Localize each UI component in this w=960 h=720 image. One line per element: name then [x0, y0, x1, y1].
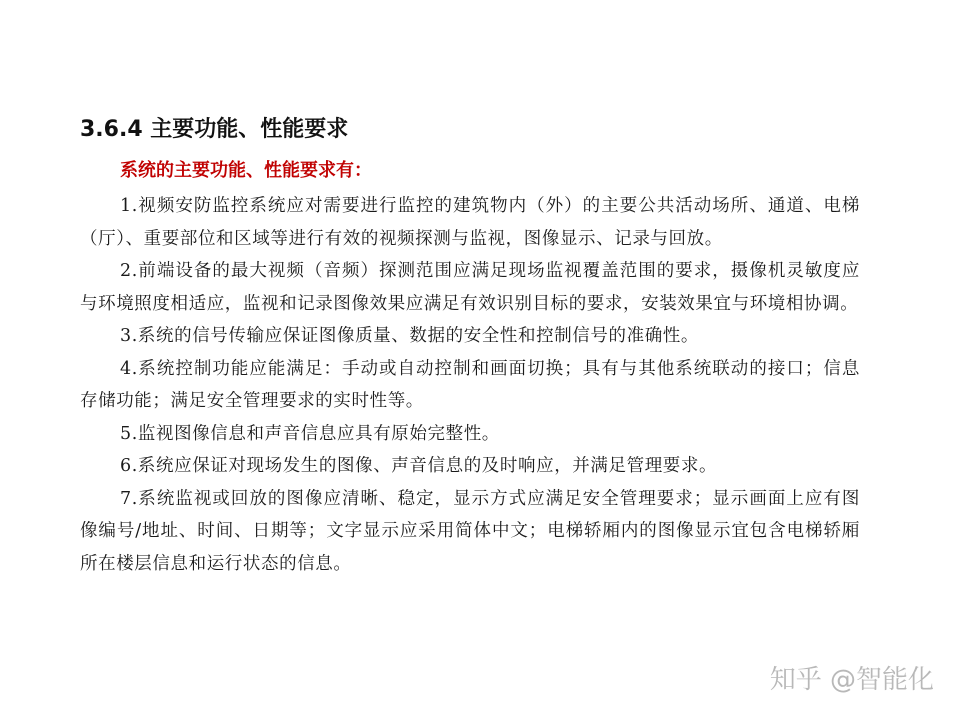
requirement-paragraph: 5.监视图像信息和声音信息应具有原始完整性。: [120, 423, 500, 444]
requirement-paragraph: 1.视频安防监控系统应对需要进行监控的建筑物内（外）的主要公共活动场所、通道、电梯（厅）、重要部位和区域等进行有效的视频探测与监视，图像显示、记录与回放。: [80, 196, 860, 249]
requirement-paragraph: 7.系统监视或回放的图像应清晰、稳定，显示方式应满足安全管理要求；显示画面上应有图像编号/地址、时间、日期等；文字显示应采用简体中文；电梯轿厢内的图像显示宜包含电梯轿厢所在楼层信息和运行状态的信息。: [80, 488, 860, 574]
section-subheading: 系统的主要功能、性能要求有：: [120, 160, 372, 181]
requirement-paragraph: 6.系统应保证对现场发生的图像、声音信息的及时响应，并满足管理要求。: [120, 456, 718, 476]
requirements-body: [80, 190, 860, 580]
requirement-paragraph: 3.系统的信号传输应保证图像质量、数据的安全性和控制信号的准确性。: [120, 326, 699, 346]
zhihu-watermark: 知乎 @智能化: [769, 665, 934, 695]
requirement-paragraph: 2.前端设备的最大视频（音频）探测范围应满足现场监视覆盖范围的要求，摄像机灵敏度应与环境照度相适应，监视和记录图像效果应满足有效识别目标的要求，安装效果宜与环境相协调。: [80, 261, 860, 314]
requirement-paragraph: 4.系统控制功能应能满足：手动或自动控制和画面切换；具有与其他系统联动的接口；信息存储功能；满足安全管理要求的实时性等。: [80, 358, 860, 411]
section-heading: 3.6.4 主要功能、性能要求: [80, 117, 349, 142]
